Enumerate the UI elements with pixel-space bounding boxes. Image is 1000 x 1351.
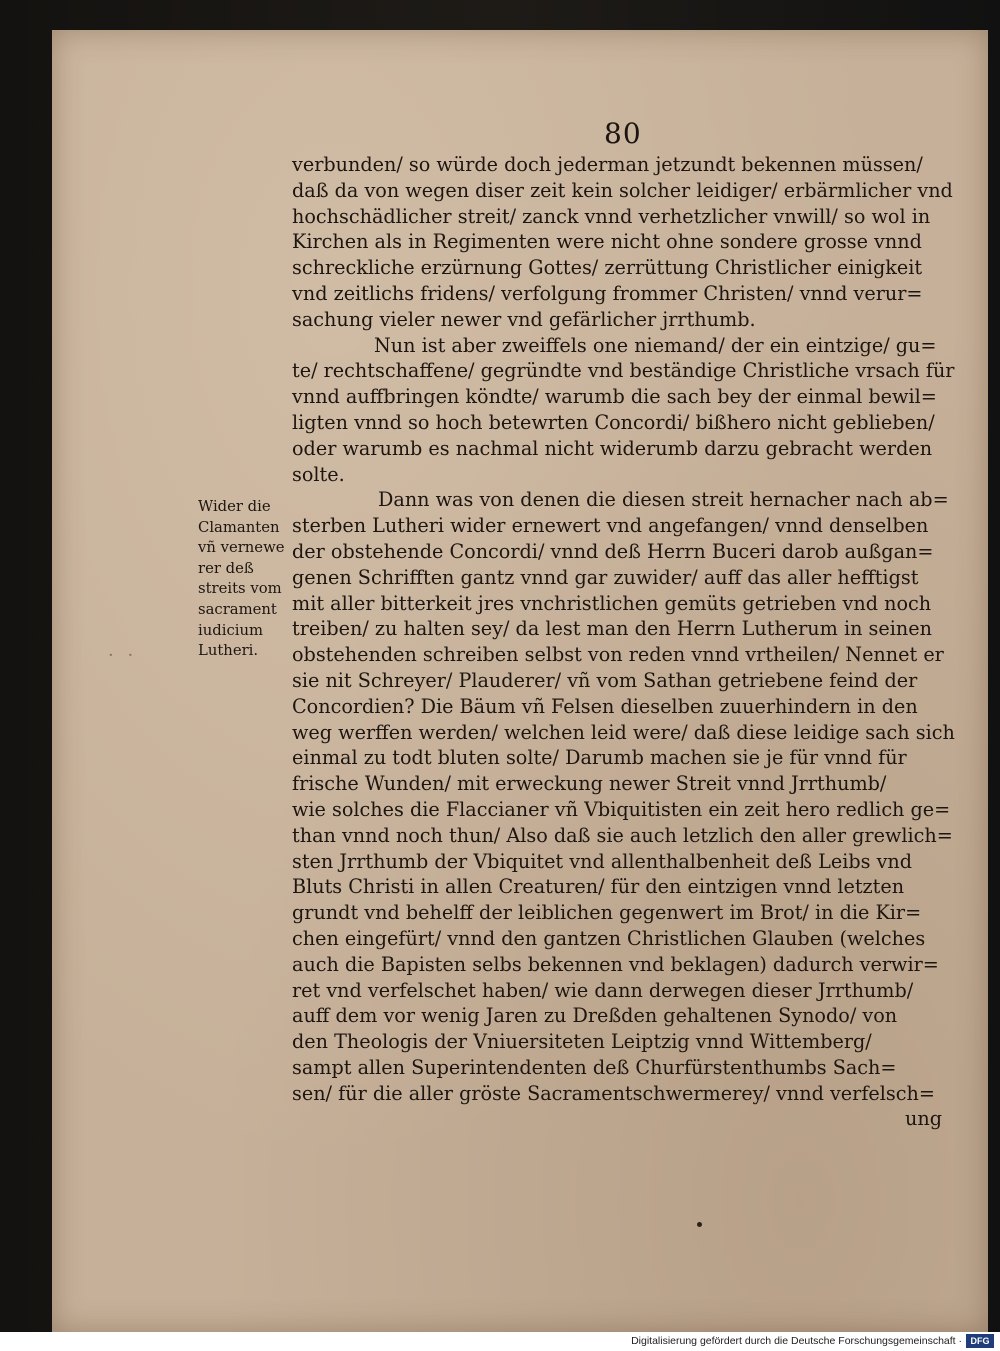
text-line: hochschädlicher streit/ zanck vnnd verhetzlicher vnwill/ so wol in	[292, 204, 931, 228]
text-line: frische Wunden/ mit erweckung newer Streit vnnd Jrrthumb/	[292, 772, 887, 796]
text-line: grundt vnd behelff der leiblichen gegenwert im Brot/ in die Kir=	[292, 901, 922, 925]
text-line: ligten vnnd so hoch betewrten Concordi/ bißhero nicht geblieben/	[292, 410, 935, 434]
text-line: Dann was von denen die diesen streit hernacher nach ab=	[378, 488, 949, 512]
text-line: sie nit Schreyer/ Plauderer/ vñ vom Sathan getriebene feind der	[292, 668, 918, 692]
text-line: vnd zeitlichs fridens/ verfolgung frommer Christen/ vnnd verur=	[292, 281, 923, 305]
body-text	[292, 152, 955, 1132]
text-line: der obstehende Concordi/ vnnd deß Herrn Buceri darob außgan=	[292, 539, 934, 563]
marginal-note	[198, 497, 294, 662]
text-line: oder warumb es nachmal nicht widerumb darzu gebracht werden	[292, 436, 933, 460]
ink-dot	[697, 1222, 702, 1227]
marginal-line: sacrament	[198, 600, 277, 618]
text-line: treiben/ zu halten sey/ da lest man den Herrn Lutherum in seinen	[292, 617, 932, 641]
text-line: einmal zu todt bluten solte/ Darumb machen sie je für vnnd für	[292, 746, 907, 770]
text-line: sampt allen Superintendenten deß Churfürstenthumbs Sach=	[292, 1055, 897, 1079]
marginal-line: Lutheri.	[198, 642, 259, 660]
text-line: sachung vieler newer vnd gefärlicher jrrthumb.	[292, 307, 756, 331]
text-line: ret vnd verfelschet haben/ wie dann derwegen dieser Jrrthumb/	[292, 978, 914, 1002]
ink-bleed-stain: · ·	[108, 645, 138, 666]
text-line: genen Schrifften gantz vnnd gar zuwider/ auff das aller hefftigst	[292, 565, 919, 589]
text-line: vnnd auffbringen köndte/ warumb die sach bey der einmal bewil=	[292, 385, 937, 409]
text-line: Nun ist aber zweiffels one niemand/ der ein eintzige/ gu=	[374, 333, 937, 357]
text-line: verbunden/ so würde doch jederman jetzundt bekennen müssen/	[292, 153, 923, 176]
text-line: sen/ für die aller gröste Sacramentschwermerey/ vnnd verfelsch=	[292, 1081, 935, 1105]
text-line: solte.	[292, 462, 345, 486]
text-line: mit aller bitterkeit jres vnchristlichen gemüts getrieben vnd noch	[292, 591, 932, 615]
text-line: den Theologis der Vniuersiteten Leiptzig vnnd Wittemberg/	[292, 1030, 872, 1054]
marginal-line: streits vom	[198, 580, 282, 598]
text-line: daß da von wegen diser zeit kein solcher leidiger/ erbärmlicher vnd	[292, 178, 953, 202]
text-line: auff dem vor wenig Jaren zu Dreßden gehaltenen Synodo/ von	[292, 1004, 898, 1028]
text-line: sterben Lutheri wider ernewert vnd angefangen/ vnnd denselben	[292, 514, 929, 538]
text-line: obstehenden schreiben selbst von reden vnnd vrtheilen/ Nennet er	[292, 643, 944, 667]
text-line: than vnnd noch thun/ Also daß sie auch letzlich den aller grewlich=	[292, 823, 953, 847]
text-line: auch die Bapisten selbs bekennen vnd beklagen) dadurch verwir=	[292, 952, 939, 976]
funding-credit: Digitalisierung gefördert durch die Deutsche Forschungsgemeinschaft ·	[631, 1335, 962, 1347]
marginal-line: Clamanten	[198, 518, 280, 536]
text-line: wie solches die Flaccianer vñ Vbiquitisten ein zeit hero redlich ge=	[292, 797, 951, 821]
text-line: schreckliche erzürnung Gottes/ zerrüttung Christlicher einigkeit	[292, 256, 923, 280]
text-line: sten Jrrthumb der Vbiquitet vnd allenthalbenheit deß Leibs vnd	[292, 849, 913, 873]
page-number: 80	[604, 117, 642, 150]
dfg-logo-icon: DFG	[966, 1334, 994, 1348]
text-line: Kirchen als in Regimenten were nicht ohne sondere grosse vnnd	[292, 230, 922, 254]
text-line: Bluts Christi in allen Creaturen/ für den eintzigen vnnd letzten	[292, 875, 905, 899]
marginal-line: vñ vernewe	[198, 539, 285, 557]
text-line: chen eingefürt/ vnnd den gantzen Christlichen Glauben (welches	[292, 926, 926, 950]
text-line: Concordien? Die Bäum vñ Felsen dieselben zuuerhindern in den	[292, 694, 918, 718]
marginal-line: iudicium	[198, 621, 264, 639]
catchword: ung	[905, 1107, 942, 1131]
marginal-line: Wider die	[198, 498, 271, 515]
text-line: te/ rechtschaffene/ gegründte vnd beständige Christliche vrsach für	[292, 359, 955, 383]
marginal-line: rer deß	[198, 559, 254, 577]
text-line: weg werffen werden/ welchen leid were/ daß diese leidige sach sich	[292, 720, 955, 744]
